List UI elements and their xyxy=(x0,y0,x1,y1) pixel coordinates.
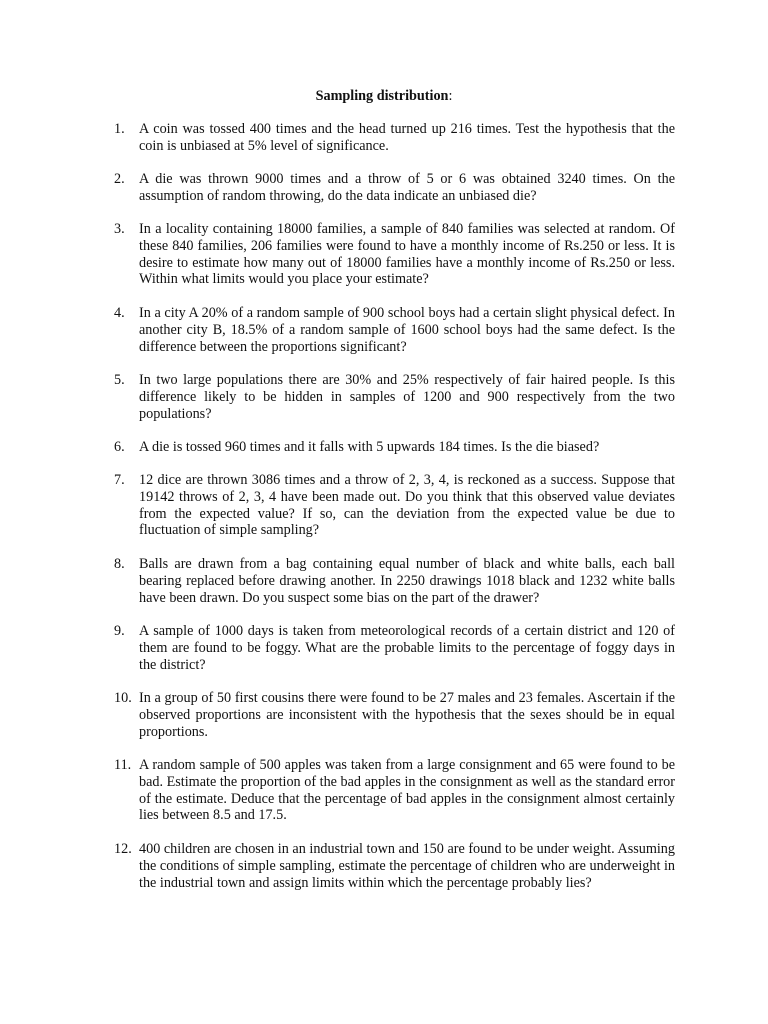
question-text: A sample of 1000 days is taken from meteorological records of a certain district and 120 of them are found to be foggy. What are the probable limits to the percentage of foggy days in the district? xyxy=(139,623,675,673)
question-item-9 xyxy=(114,623,675,673)
question-text: A random sample of 500 apples was taken from a large consignment and 65 were found to be bad. Estimate the proportion of the bad apples in the consignment as well as the standard error of the estimate. Deduce that the percentage of bad apples in the consignment almost certainly lies between 8.5 and 17.5. xyxy=(139,757,675,824)
question-item-8 xyxy=(114,556,675,606)
question-text: In a city A 20% of a random sample of 900 school boys had a certain slight physical defect. In another city B, 18.5% of a random sample of 1600 school boys had the same defect. Is the difference between the proportions significant? xyxy=(139,305,675,355)
question-text: In a group of 50 first cousins there were found to be 27 males and 23 females. Ascertain if the observed proportions are inconsistent with the hypothesis that the sexes should be in equal proportions. xyxy=(139,690,675,740)
question-number: 12. xyxy=(114,841,132,857)
question-number: 2. xyxy=(114,171,125,187)
question-text: A coin was tossed 400 times and the head turned up 216 times. Test the hypothesis that the coin is unbiased at 5% level of significance. xyxy=(139,121,675,154)
question-number: 8. xyxy=(114,556,125,572)
question-item-12 xyxy=(114,841,675,891)
question-item-11 xyxy=(114,757,675,824)
question-text: 400 children are chosen in an industrial town and 150 are found to be under weight. Assuming the conditions of simple sampling, estimate the percentage of children who are underweight in the industrial town and assign limits within which the percentage probably lies? xyxy=(139,841,675,891)
question-item-6 xyxy=(114,439,675,456)
question-text: In a locality containing 18000 families, a sample of 840 families was selected at random. Of these 840 families, 206 families were found to have a monthly income of Rs.250 or less. It is desire to estimate how many out of 18000 families have a monthly income of Rs.250 or less. Within what limits would you place your estimate? xyxy=(139,221,675,288)
title-colon: : xyxy=(448,88,453,104)
question-item-1 xyxy=(114,121,675,155)
title-text: Sampling distribution xyxy=(315,88,449,104)
question-item-7 xyxy=(114,472,675,539)
question-number: 9. xyxy=(114,623,125,639)
question-number: 1. xyxy=(114,121,125,137)
question-number: 4. xyxy=(114,305,125,321)
question-number: 10. xyxy=(114,690,132,706)
question-item-10 xyxy=(114,690,675,740)
question-text: A die is tossed 960 times and it falls with 5 upwards 184 times. Is the die biased? xyxy=(139,439,600,455)
question-text: A die was thrown 9000 times and a throw of 5 or 6 was obtained 3240 times. On the assumption of random throwing, do the data indicate an unbiased die? xyxy=(139,171,675,204)
question-item-4 xyxy=(114,305,675,355)
question-number: 5. xyxy=(114,372,125,388)
question-item-3 xyxy=(114,221,675,288)
question-number: 11. xyxy=(114,757,132,773)
question-text: In two large populations there are 30% and 25% respectively of fair haired people. Is this difference likely to be hidden in samples of 1200 and 900 respectively from the two populations? xyxy=(139,372,675,422)
question-number: 6. xyxy=(114,439,125,455)
question-number: 7. xyxy=(114,472,125,488)
question-item-5 xyxy=(114,372,675,422)
question-number: 3. xyxy=(114,221,125,237)
question-item-2 xyxy=(114,171,675,205)
document-title xyxy=(0,88,768,105)
question-text: 12 dice are thrown 3086 times and a throw of 2, 3, 4, is reckoned as a success. Suppose that 19142 throws of 2, 3, 4 have been made out. Do you think that this observed value deviates from the expected value? If so, can the deviation from the expected value be due to fluctuation of simple sampling? xyxy=(139,472,675,539)
question-text: Balls are drawn from a bag containing equal number of black and white balls, each ball bearing replaced before drawing another. In 2250 drawings 1018 black and 1232 white balls have been drawn. Do you suspect some bias on the part of the drawer? xyxy=(139,556,675,606)
